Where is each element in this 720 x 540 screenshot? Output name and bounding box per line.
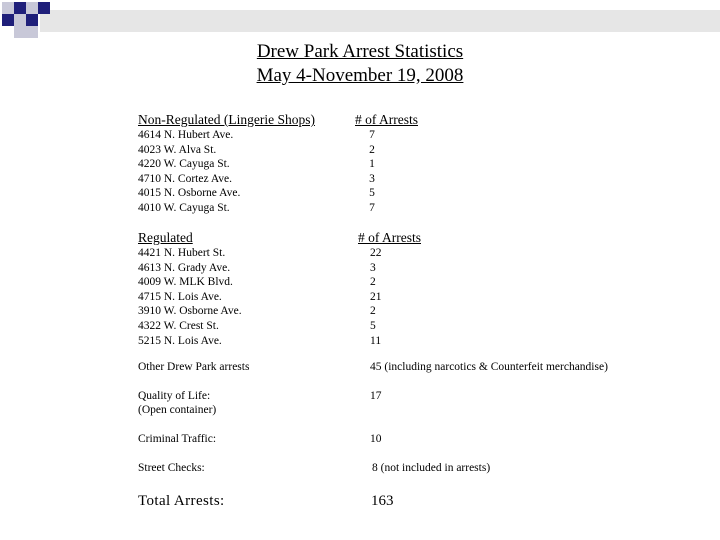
count-item: 1 <box>369 158 375 171</box>
address-item: 4023 W. Alva St. <box>138 143 217 156</box>
count-item: 2 <box>370 276 376 289</box>
address-item: 4015 N. Osborne Ave. <box>138 187 241 200</box>
decor-square <box>14 26 26 38</box>
quality-of-life-sublabel: (Open container) <box>138 404 217 416</box>
criminal-traffic-label: Criminal Traffic: <box>138 433 217 445</box>
decor-square <box>14 14 26 26</box>
decor-square <box>26 14 38 26</box>
decor-square <box>2 2 14 14</box>
count-item: 11 <box>370 334 382 347</box>
decor-square <box>26 26 38 38</box>
count-item: 5 <box>370 319 376 332</box>
address-item: 4421 N. Hubert St. <box>138 247 226 259</box>
count-item: 7 <box>369 129 375 141</box>
total-arrests-label: Total Arrests: <box>138 493 225 509</box>
address-item: 3910 W. Osborne Ave. <box>138 305 242 318</box>
decor-square <box>14 2 26 14</box>
address-item: 4614 N. Hubert Ave. <box>138 129 234 141</box>
criminal-traffic-value: 10 <box>370 433 382 445</box>
address-item: 4715 N. Lois Ave. <box>138 290 222 303</box>
street-checks-value: 8 (not included in arrests) <box>372 462 491 474</box>
address-item: 4710 N. Cortez Ave. <box>138 172 233 185</box>
count-item: 2 <box>369 143 375 156</box>
other-arrests-label: Other Drew Park arrests <box>138 361 250 373</box>
count-item: 5 <box>369 187 375 200</box>
quality-of-life-value: 17 <box>370 390 382 402</box>
address-item: 4010 W. Cayuga St. <box>138 201 230 214</box>
address-item: 4322 W. Crest St. <box>138 319 219 332</box>
count-item: 22 <box>370 247 382 259</box>
regulated-count-header: # of Arrests <box>358 230 421 245</box>
other-arrests-value: 45 (including narcotics & Counterfeit merchandise) <box>370 361 608 373</box>
address-item: 4613 N. Grady Ave. <box>138 261 231 274</box>
address-item: 4220 W. Cayuga St. <box>138 158 230 171</box>
non-regulated-count-header: # of Arrests <box>355 112 418 127</box>
count-item: 3 <box>370 261 376 274</box>
regulated-header: Regulated <box>138 230 193 245</box>
non-regulated-address-list <box>138 128 240 216</box>
non-regulated-header: Non-Regulated (Lingerie Shops) <box>138 112 315 127</box>
page-title: Drew Park Arrest Statistics <box>256 41 464 62</box>
decor-square <box>38 2 50 14</box>
street-checks-label: Street Checks: <box>138 462 205 474</box>
count-item: 3 <box>369 172 375 185</box>
regulated-address-list <box>138 246 242 348</box>
decor-square <box>26 2 38 14</box>
decor-square <box>2 14 14 26</box>
quality-of-life-label: Quality of Life: <box>138 390 211 402</box>
page-subtitle-date-range: May 4-November 19, 2008 <box>256 65 464 86</box>
non-regulated-count-list <box>362 128 382 216</box>
count-item: 21 <box>370 290 382 303</box>
address-item: 5215 N. Lois Ave. <box>138 334 222 347</box>
decor-bar <box>40 10 720 32</box>
count-item: 2 <box>370 305 376 318</box>
header-decoration <box>0 0 720 40</box>
count-item: 7 <box>369 201 375 214</box>
regulated-count-list <box>370 246 382 348</box>
total-arrests-value: 163 <box>371 493 394 509</box>
address-item: 4009 W. MLK Blvd. <box>138 276 233 289</box>
